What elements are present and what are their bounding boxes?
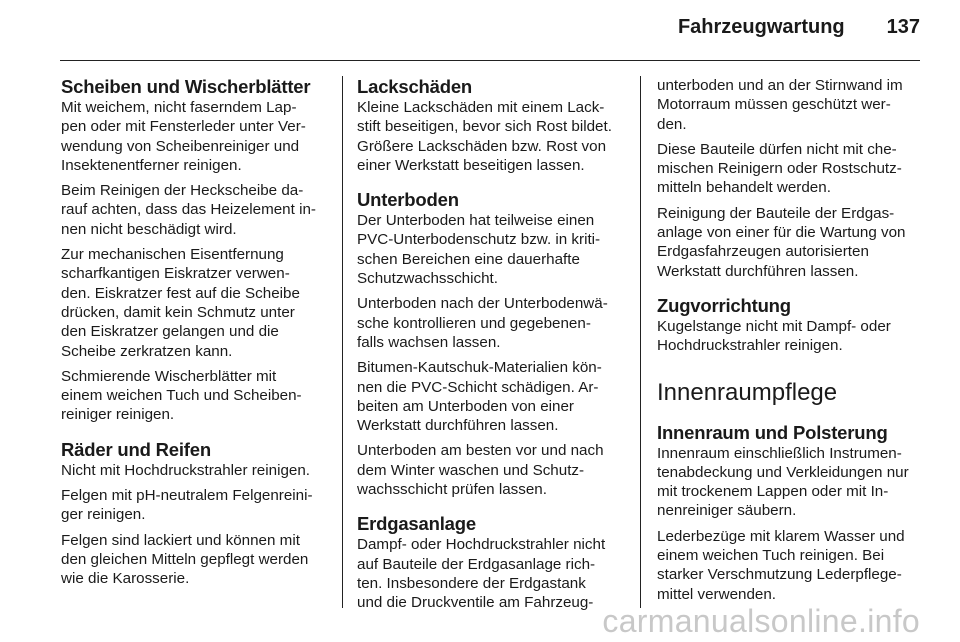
text-line: mit trockenem Lappen oder mit In- (657, 483, 889, 501)
text-line: den. Eiskratzer fest auf die Scheibe (61, 284, 300, 302)
text-line: Kleine Lackschäden mit einem Lack- (357, 99, 605, 116)
text-line: scharfkantigen Eiskratzer verwen- (61, 265, 290, 283)
paragraph (61, 181, 333, 239)
text-line: Felgen mit pH-neutralem Felgenreini- (61, 487, 313, 505)
paragraph (657, 76, 932, 134)
text-line: Unterboden nach der Unterbodenwä- (357, 295, 608, 313)
text-line: Scheibe zerkratzen kann. (61, 342, 233, 360)
paragraph (357, 535, 625, 612)
text-line: Zur mechanischen Eisentfernung (61, 246, 284, 264)
text-line: Innenraum einschließlich Instrumen- (657, 444, 902, 462)
text-line: unterboden und an der Stirnwand im (657, 77, 903, 94)
paragraph (357, 358, 625, 435)
text-line: den Eiskratzer gelangen und die (61, 323, 279, 341)
text-line: nen die PVC-Schicht schädigen. Ar- (357, 378, 599, 396)
paragraph (657, 317, 932, 356)
text-line: Lederbezüge mit klarem Wasser und (657, 527, 905, 545)
text-line: und die Druckventile am Fahrzeug- (357, 594, 594, 612)
paragraph (61, 531, 333, 589)
text-line: den. (657, 115, 687, 133)
text-line: einem weichen Tuch und Scheiben- (61, 387, 302, 405)
column-divider (640, 76, 641, 608)
chapter-heading: Innenraumpflege (657, 378, 838, 406)
section-heading: Zugvorrichtung (657, 294, 791, 316)
paragraph (357, 98, 625, 175)
text-line: einem weichen Tuch reinigen. Bei (657, 547, 885, 565)
paragraph (657, 527, 932, 604)
text-line: Motorraum müssen geschützt wer- (657, 96, 891, 114)
text-line: den gleichen Mitteln gepflegt werden (61, 550, 309, 568)
paragraph (657, 444, 932, 521)
section-heading: Erdgasanlage (357, 513, 476, 535)
text-line: rauf achten, dass das Heizelement in- (61, 201, 316, 219)
paragraph (61, 98, 333, 175)
text-line: ten. Insbesondere der Erdgastank (357, 574, 586, 592)
page-number: 137 (886, 16, 920, 38)
paragraph (357, 294, 625, 352)
text-line: dem Winter waschen und Schutz- (357, 461, 585, 479)
text-line: sche kontrollieren und gegebenen- (357, 314, 591, 332)
paragraph (357, 211, 625, 288)
text-line: drücken, damit kein Schmutz unter (61, 303, 295, 321)
column-1 (61, 76, 333, 595)
text-line: pen oder mit Fensterleder unter Ver- (61, 118, 306, 136)
text-line: nen nicht beschädigt wird. (61, 220, 237, 238)
column-2 (357, 76, 625, 619)
text-line: ger reinigen. (61, 506, 146, 524)
text-line: wie die Karosserie. (61, 570, 190, 588)
text-line: reiniger reinigen. (61, 406, 175, 424)
text-line: Reinigung der Bauteile der Erdgas- (657, 204, 895, 222)
page-title: Fahrzeugwartung (677, 16, 845, 38)
text-line: Der Unterboden hat teilweise einen (357, 212, 595, 230)
text-line: nenreiniger säubern. (657, 502, 797, 520)
text-line: wachsschicht prüfen lassen. (357, 481, 547, 499)
text-line: starker Verschmutzung Lederpflege- (657, 566, 902, 584)
paragraph (657, 140, 932, 198)
text-line: mitteln behandelt werden. (657, 179, 831, 197)
text-line: Schmierende Wischerblätter mit (61, 367, 277, 385)
text-line: Werkstatt durchführen lassen. (357, 417, 559, 435)
text-line: Dampf- oder Hochdruckstrahler nicht (357, 536, 606, 554)
text-line: PVC-Unterbodenschutz bzw. in kriti- (357, 231, 601, 249)
text-line: Werkstatt durchführen lassen. (657, 262, 859, 280)
text-line: wendung von Scheibenreiniger und (61, 137, 300, 155)
text-line: einer Werkstatt beseitigen lassen. (357, 156, 585, 174)
text-line: Hochdruckstrahler reinigen. (657, 337, 843, 355)
text-line: Größere Lackschäden bzw. Rost von (357, 137, 607, 155)
section-heading: Lackschäden (357, 76, 473, 97)
section-heading: Räder und Reifen (61, 438, 211, 460)
page-header (678, 16, 920, 39)
text-line: beiten am Unterboden von einer (357, 397, 574, 415)
text-line: Nicht mit Hochdruckstrahler reinigen. (61, 461, 310, 479)
text-line: Mit weichem, nicht faserndem Lap- (61, 99, 297, 116)
paragraph (61, 367, 333, 425)
text-line: falls wachsen lassen. (357, 333, 501, 351)
section-heading: Unterboden (357, 189, 459, 211)
text-line: stift beseitigen, bevor sich Rost bildet. (357, 118, 612, 136)
text-line: schen Bereichen eine dauerhafte (357, 250, 580, 268)
paragraph (657, 204, 932, 281)
text-line: Bitumen-Kautschuk-Materialien kön- (357, 359, 602, 377)
text-line: mittel verwenden. (657, 585, 777, 603)
text-line: mischen Reinigern oder Rostschutz- (657, 160, 902, 178)
text-line: auf Bauteile der Erdgasanlage rich- (357, 555, 596, 573)
text-line: anlage von einer für die Wartung von (657, 224, 906, 242)
text-line: Kugelstange nicht mit Dampf- oder (657, 317, 891, 335)
text-line: Erdgasfahrzeugen autorisierten (657, 243, 869, 261)
header-divider (60, 60, 920, 61)
watermark: carmanualsonline.info (602, 603, 920, 639)
column-divider (342, 76, 343, 608)
paragraph (61, 245, 333, 361)
text-line: Unterboden am besten vor und nach (357, 442, 604, 460)
paragraph (61, 461, 333, 480)
text-line: Schutzwachsschicht. (357, 270, 498, 288)
text-line: Beim Reinigen der Heckscheibe da- (61, 182, 304, 200)
paragraph (357, 441, 625, 499)
text-line: tenabdeckung und Verkleidungen nur (657, 463, 909, 481)
text-line: Insektenentferner reinigen. (61, 156, 242, 174)
section-heading: Scheiben und Wischerblätter (61, 76, 311, 97)
column-3 (657, 76, 932, 610)
paragraph (61, 486, 333, 525)
text-line: Felgen sind lackiert und können mit (61, 531, 300, 549)
text-line: Diese Bauteile dürfen nicht mit che- (657, 140, 897, 158)
section-heading: Innenraum und Polsterung (657, 421, 888, 443)
